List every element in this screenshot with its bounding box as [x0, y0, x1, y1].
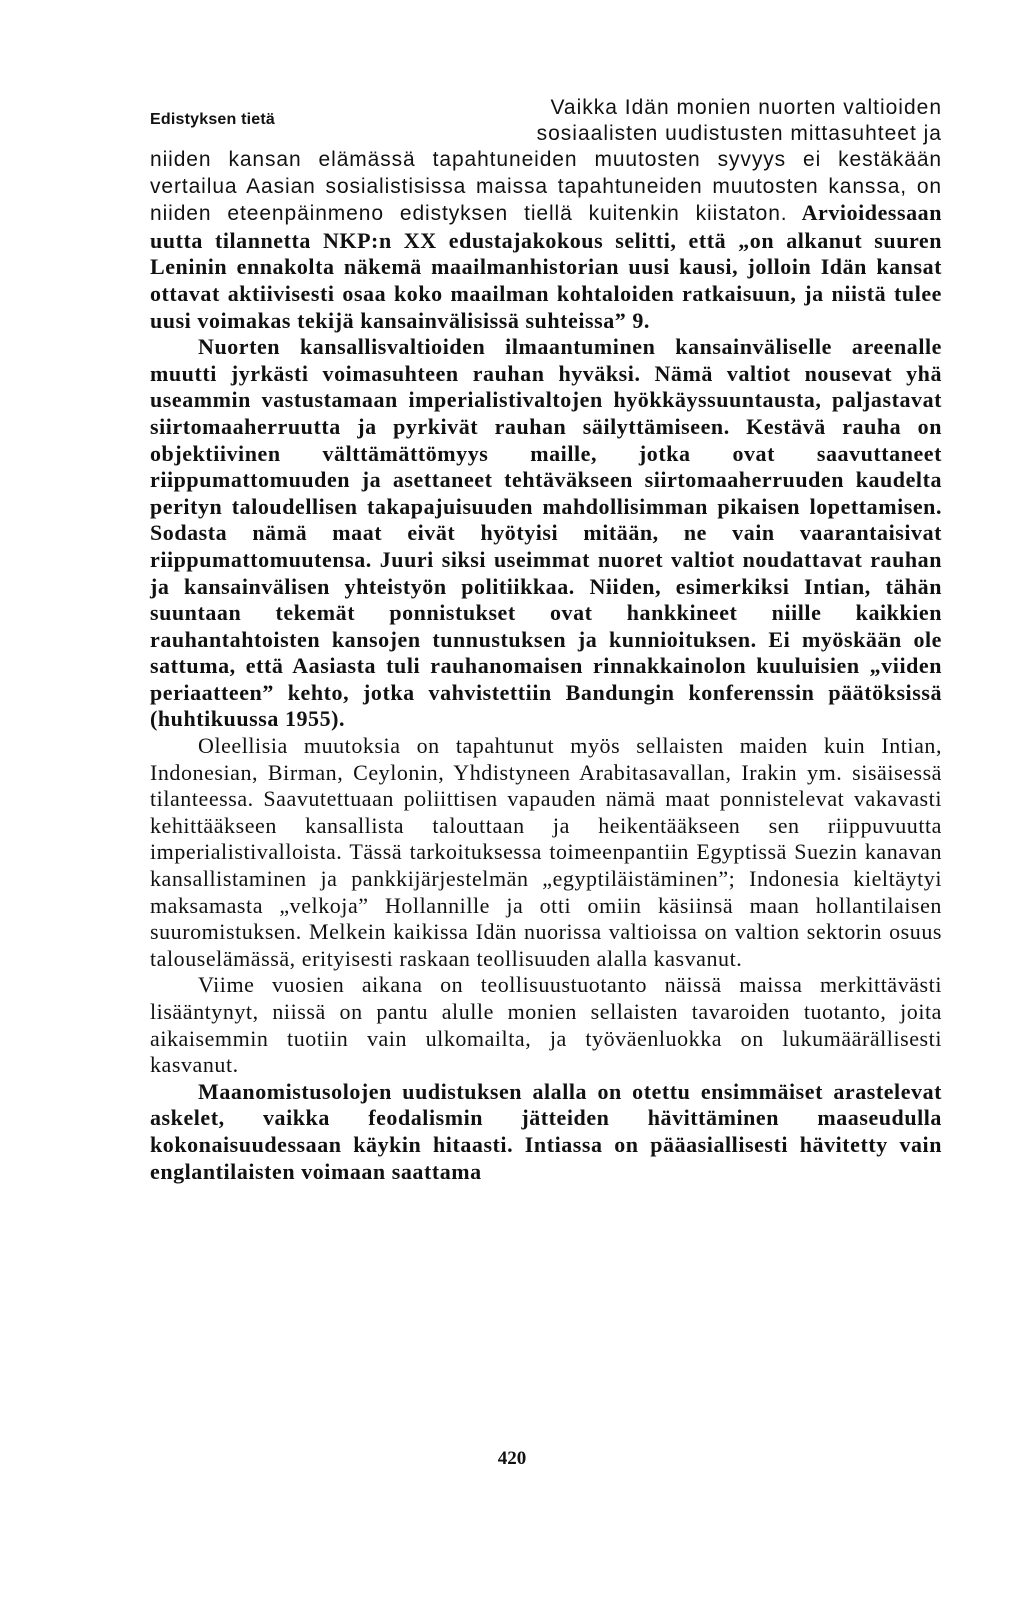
paragraph-1-bold-text: Arvioidessaan uutta tilannetta NKP:n XX edustajakokous selitti, että „on alkanut suuren Leninin ennakolta näkemä maailmanhistorian uusi kausi, jolloin Idän kansat ottavat aktiivisesti osaa koko maailman kohtaloiden ratkaisuun, ja niistä tulee uusi voimakas tekijä kansainvälisissä suhteissa” 9. — [150, 200, 942, 333]
paragraph-1-line-1: Vaikka Idän monien nuorten valtioiden — [550, 96, 942, 119]
paragraph-3: Oleellisia muutoksia on tapahtunut myös sellaisten maiden kuin Intian, Indonesian, Birman, Ceylonin, Yhdistyneen Arabitasavallan, Irakin ym. sisäisessä tilanteessa. Saavutettuaan poliittisen vapauden nämä maat ponnistelevat vakavasti kehittääkseen kansallista talouttaan ja heikentääkseen sen riippuvuutta imperialistivalloista. Tässä tarkoituksessa toimeenpantiin Egyptissä Suezin kanavan kansallistaminen ja pankkijärjestelmän „egyptiläistäminen”; Indonesia kieltäytyi maksamasta „velkoja” Hollannille ja otti omiin käsiinsä maan hollantilaisen suuromistuksen. Melkein kaikissa Idän nuorissa valtioissa on valtion sektorin osuus talouselämässä, erityisesti raskaan teollisuuden alalla kasvanut. — [150, 733, 942, 971]
paragraph-1-normal-text: niiden kansan elämässä tapahtuneiden muutosten syvyys ei kestäkään vertailua Aasian sosialistisissa maissa tapahtuneiden muutosten kanssa, on niiden eteenpäinmeno edistyksen tiellä kuitenkin kiistaton. — [150, 148, 942, 226]
book-page — [150, 95, 942, 1185]
margin-note: Edistyksen tietä — [150, 111, 276, 128]
paragraph-4: Viime vuosien aikana on teollisuustuotanto näissä maissa merkittävästi lisääntynyt, niissä on pantu alulle monien sellaisten tavaroiden tuotanto, joita aikaisemmin tuotiin vain ulkomailta, ja työväenluokka on lukumäärällisesti kasvanut. — [150, 972, 942, 1078]
paragraph-1 — [150, 147, 942, 334]
paragraph-2: Nuorten kansallisvaltioiden ilmaantuminen kansainväliselle areenalle muutti jyrkästi voimasuhteen rauhan hyväksi. Nämä valtiot nousevat yhä useammin vastustamaan imperialistivaltojen hyökkäyssuuntausta, paljastavat siirtomaaherruutta ja pyrkivät rauhan säilyttämiseen. Kestävä rauha on objektiivinen välttämättömyys maille, jotka ovat saavuttaneet riippumattomuuden ja asettaneet tehtäväkseen siirtomaaherruuden kaudelta perityn taloudellisen takapajuisuuden mahdollisimman pikaisen lopettamisen. Sodasta nämä maat eivät hyötyisi mitään, ne vain vaarantaisivat riippumattomuutensa. Juuri siksi useimmat nuoret valtiot noudattavat rauhan ja kansainvälisen yhteistyön politiikkaa. Niiden, esimerkiksi Intian, tähän suuntaan tekemät ponnistukset ovat hankkineet niille kaikkien rauhantahtoisten kansojen tunnustuksen ja kunnioituksen. Ei myöskään ole sattuma, että Aasiasta tuli rauhanomaisen rinnakkainolon kuuluisien „viiden periaatteen” kehto, jotka vahvistettiin Bandungin konferenssin päätöksissä (huhtikuussa 1955). — [150, 334, 942, 732]
opening-lines — [150, 95, 942, 147]
paragraph-1-line-2: sosiaalisten uudistusten mittasuhteet ja — [536, 122, 942, 145]
page-number: 420 — [497, 1448, 527, 1469]
paragraph-5: Maanomistusolojen uudistuksen alalla on otettu ensimmäiset arastelevat askelet, vaikka feodalismin jätteiden hävittäminen maaseudulla kokonaisuudessaan käykin hitaasti. Intiassa on pääasiallisesti hävitetty vain englantilaisten voimaan saattama — [150, 1078, 942, 1184]
paragraph-1-opening — [416, 95, 942, 147]
